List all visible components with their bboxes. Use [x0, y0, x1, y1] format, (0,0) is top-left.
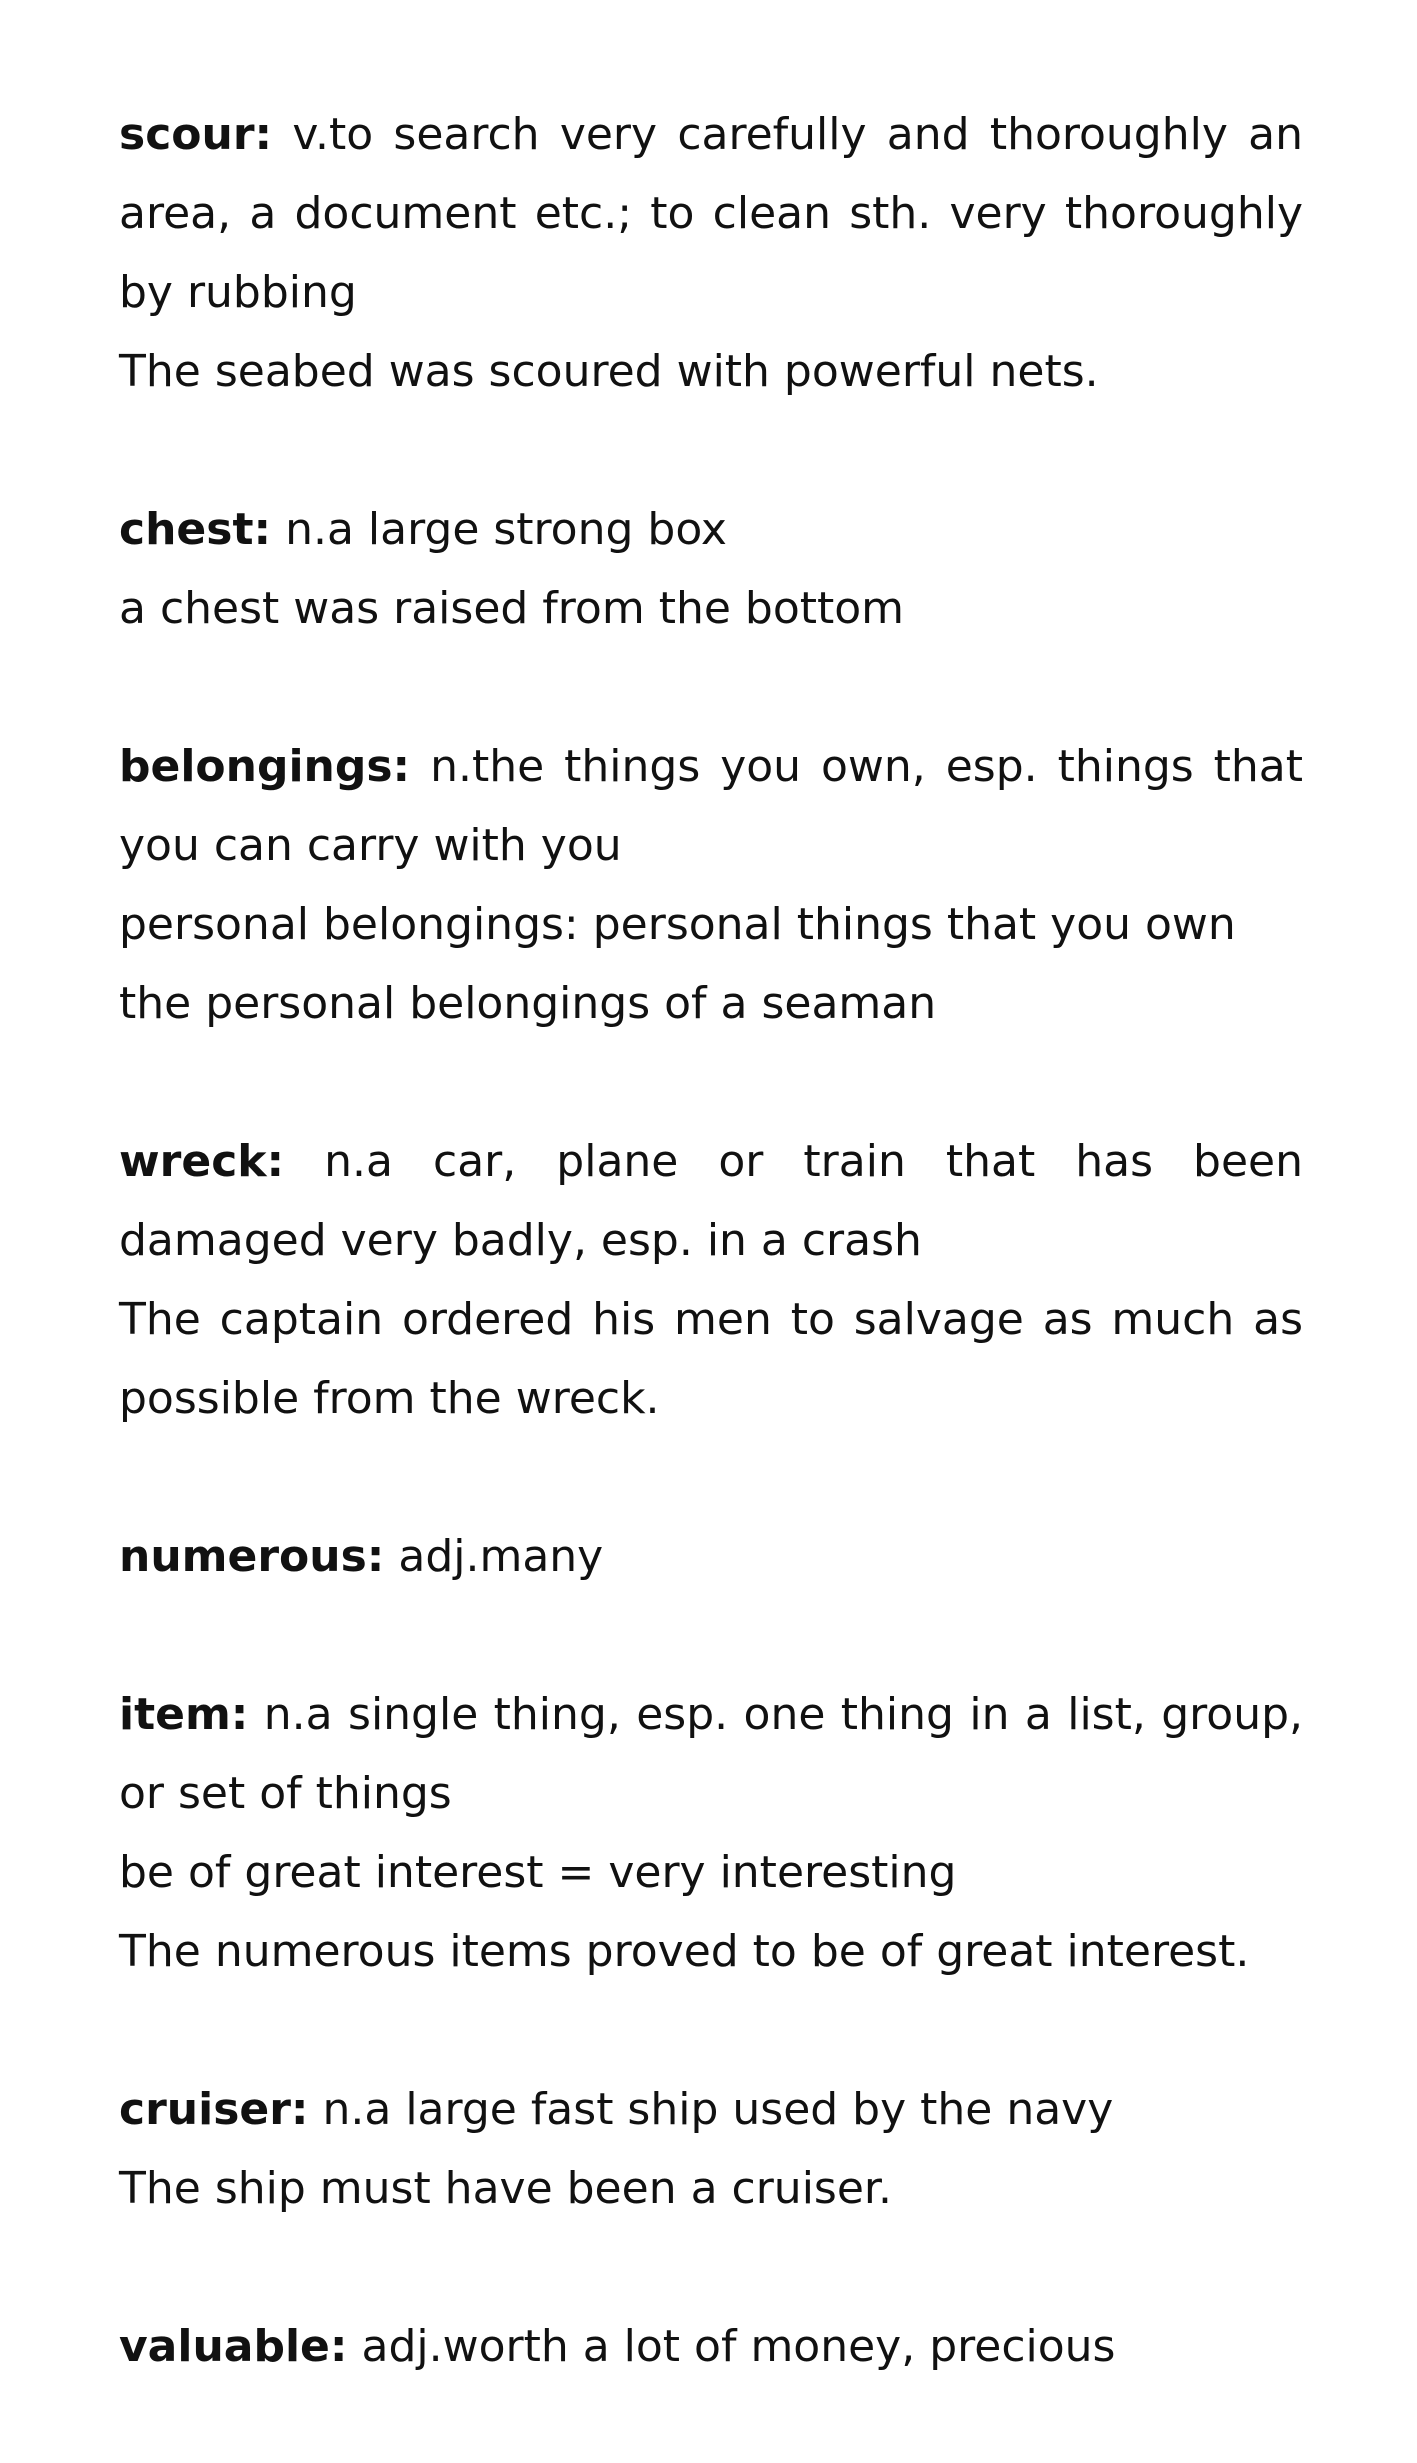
definition-line	[119, 727, 1303, 885]
headword: cruiser:	[119, 2084, 309, 2135]
vocab-entry-scour	[119, 95, 1303, 411]
vocab-entry-cruiser	[119, 2070, 1303, 2228]
example-sentence: The ship must have been a cruiser.	[119, 2163, 892, 2214]
definition-text: n.a large strong box	[271, 504, 727, 555]
definition-line	[119, 1122, 1303, 1280]
headword: belongings:	[119, 741, 411, 792]
definition-text: v.to search very carefully and thoroughly an area, a document etc.; to clean sth. very thoroughly by rubbing	[119, 109, 1303, 318]
headword: wreck:	[119, 1136, 285, 1187]
vocab-entry-numerous	[119, 1517, 1303, 1596]
vocabulary-list	[119, 95, 1303, 2386]
definition-line	[119, 490, 1303, 569]
example-sentence: a chest was raised from the bottom	[119, 583, 905, 634]
definition-line	[119, 1517, 1303, 1596]
definition-text: n.a single thing, esp. one thing in a list, group, or set of things	[119, 1689, 1303, 1819]
headword: item:	[119, 1689, 249, 1740]
definition-text: n.a car, plane or train that has been damaged very badly, esp. in a crash	[119, 1136, 1303, 1266]
headword: scour:	[119, 109, 273, 160]
example-sentence: The numerous items proved to be of great interest.	[119, 1926, 1250, 1977]
vocab-entry-item	[119, 1675, 1303, 1991]
example-sentence: the personal belongings of a seaman	[119, 978, 937, 1029]
definition-line	[119, 95, 1303, 332]
example-sentence: be of great interest = very interesting	[119, 1847, 957, 1898]
vocab-entry-belongings	[119, 727, 1303, 1043]
example-sentence: The seabed was scoured with powerful nets.	[119, 346, 1099, 397]
definition-text: n.the things you own, esp. things that you can carry with you	[119, 741, 1303, 871]
headword: chest:	[119, 504, 272, 555]
example-sentence: The captain ordered his men to salvage as much as possible from the wreck.	[119, 1294, 1303, 1424]
headword: valuable:	[119, 2321, 348, 2372]
definition-text: adj.worth a lot of money, precious	[347, 2321, 1116, 2372]
vocab-entry-wreck	[119, 1122, 1303, 1438]
vocab-entry-valuable	[119, 2307, 1303, 2386]
vocab-entry-chest	[119, 490, 1303, 648]
definition-line	[119, 1675, 1303, 1833]
headword: numerous:	[119, 1531, 385, 1582]
definition-text: adj.many	[384, 1531, 604, 1582]
definition-text: n.a large fast ship used by the navy	[308, 2084, 1114, 2135]
definition-line	[119, 2070, 1303, 2149]
definition-line	[119, 2307, 1303, 2386]
example-sentence: personal belongings: personal things that you own	[119, 899, 1236, 950]
